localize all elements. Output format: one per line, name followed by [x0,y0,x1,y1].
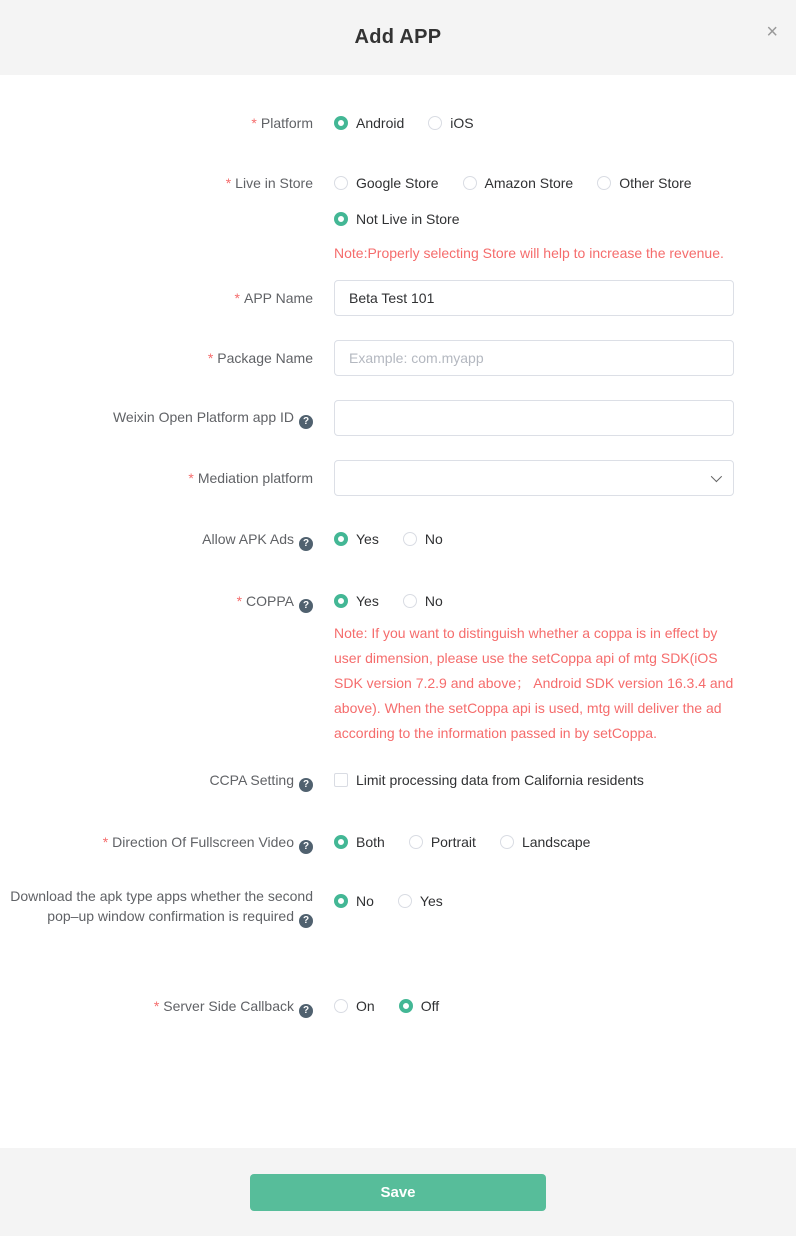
allow-apk-ads-option-no[interactable]: No [403,531,443,547]
server-side-callback-row [0,996,796,1018]
radio-icon[interactable] [403,532,417,546]
radio-icon[interactable] [428,116,442,130]
package-name-input[interactable] [334,340,734,376]
package-name-row [0,340,796,376]
save-button[interactable]: Save [250,1174,546,1211]
weixin-app-id-label: Weixin Open Platform app ID ? [0,407,313,429]
radio-icon[interactable] [334,594,348,608]
download-apk-confirm-row [0,886,796,928]
radio-icon[interactable] [500,835,514,849]
live-in-store-label: * Live in Store [225,175,313,191]
help-icon[interactable]: ? [299,415,313,429]
package-name-label: * Package Name [207,350,313,366]
ccpa-checkbox-option[interactable]: Limit processing data from California residents [334,772,644,788]
radio-icon[interactable] [334,999,348,1013]
radio-icon[interactable] [463,176,477,190]
required-mark: * [234,290,240,306]
dialog-footer [0,1148,796,1236]
help-icon[interactable]: ? [299,778,313,792]
radio-icon[interactable] [409,835,423,849]
required-mark: * [153,998,160,1014]
store-option-other[interactable]: Other Store [597,175,691,191]
ccpa-setting-row [0,770,796,792]
store-option-google[interactable]: Google Store [334,175,439,191]
radio-icon[interactable] [334,176,348,190]
server-callback-option-off[interactable]: Off [399,998,439,1014]
direction-option-landscape[interactable]: Landscape [500,834,591,850]
platform-label: * Platform [251,115,313,131]
required-mark: * [236,593,243,609]
app-name-input[interactable] [334,280,734,316]
server-side-callback-label: * Server Side Callback ? [0,996,313,1018]
ccpa-setting-label: CCPA Setting ? [0,770,313,792]
help-icon[interactable]: ? [299,599,313,613]
store-option-amazon[interactable]: Amazon Store [463,175,574,191]
coppa-option-yes[interactable]: Yes [334,593,379,609]
weixin-app-id-row [0,400,796,436]
app-name-row [0,280,796,316]
required-mark: * [225,175,232,191]
dialog-header [0,0,796,75]
allow-apk-ads-row [0,529,796,551]
radio-icon[interactable] [334,532,348,546]
direction-fullscreen-video-row [0,832,796,854]
ccpa-checkbox[interactable] [334,773,348,787]
dialog-title: Add APP [354,26,442,48]
store-note: Note:Properly selecting Store will help to increase the revenue. [334,245,724,261]
download-apk-option-yes[interactable]: Yes [398,893,443,909]
direction-option-both[interactable]: Both [334,834,385,850]
direction-fullscreen-video-label: * Direction Of Fullscreen Video ? [0,832,313,854]
coppa-label: * COPPA ? [0,591,313,613]
radio-icon[interactable] [334,116,348,130]
required-mark: * [188,470,194,486]
radio-icon[interactable] [398,894,412,908]
required-mark: * [251,115,257,131]
mediation-platform-row [0,460,796,496]
mediation-platform-label: * Mediation platform [188,470,313,486]
coppa-row [0,591,796,746]
radio-icon[interactable] [399,999,413,1013]
direction-option-portrait[interactable]: Portrait [409,834,476,850]
platform-option-android[interactable]: Android [334,115,404,131]
radio-icon[interactable] [334,894,348,908]
download-apk-option-no[interactable]: No [334,893,374,909]
add-app-form [0,75,796,1148]
required-mark: * [207,350,214,366]
required-mark: * [102,834,109,850]
server-callback-option-on[interactable]: On [334,998,375,1014]
download-apk-confirm-label: Download the apk type apps whether the second pop–up window confirmation is required ? [10,888,313,926]
coppa-note: Note: If you want to distinguish whether a coppa is in effect by user dimension, please use the setCoppa api of mtg SDK(iOS SDK version 7.2.9 and above； Android SDK version 16.3.4 and above). When the setCoppa api is used, mtg will deliver the ad according to the information passed in by setCoppa. [334,625,734,741]
close-icon[interactable]: × [766,21,778,43]
help-icon[interactable]: ? [299,1004,313,1018]
live-in-store-row [0,173,796,266]
help-icon[interactable]: ? [299,840,313,854]
radio-icon[interactable] [403,594,417,608]
platform-option-ios[interactable]: iOS [428,115,473,131]
allow-apk-ads-option-yes[interactable]: Yes [334,531,379,547]
radio-icon[interactable] [334,835,348,849]
mediation-platform-select[interactable] [334,460,734,496]
platform-row [0,113,796,133]
radio-icon[interactable] [334,212,348,226]
help-icon[interactable]: ? [299,537,313,551]
coppa-option-no[interactable]: No [403,593,443,609]
app-name-label: * APP Name [234,290,313,306]
help-icon[interactable]: ? [299,914,313,928]
chevron-down-icon [711,471,722,482]
radio-icon[interactable] [597,176,611,190]
weixin-app-id-input[interactable] [334,400,734,436]
allow-apk-ads-label: Allow APK Ads ? [0,529,313,551]
store-option-not-live[interactable]: Not Live in Store [334,211,460,227]
